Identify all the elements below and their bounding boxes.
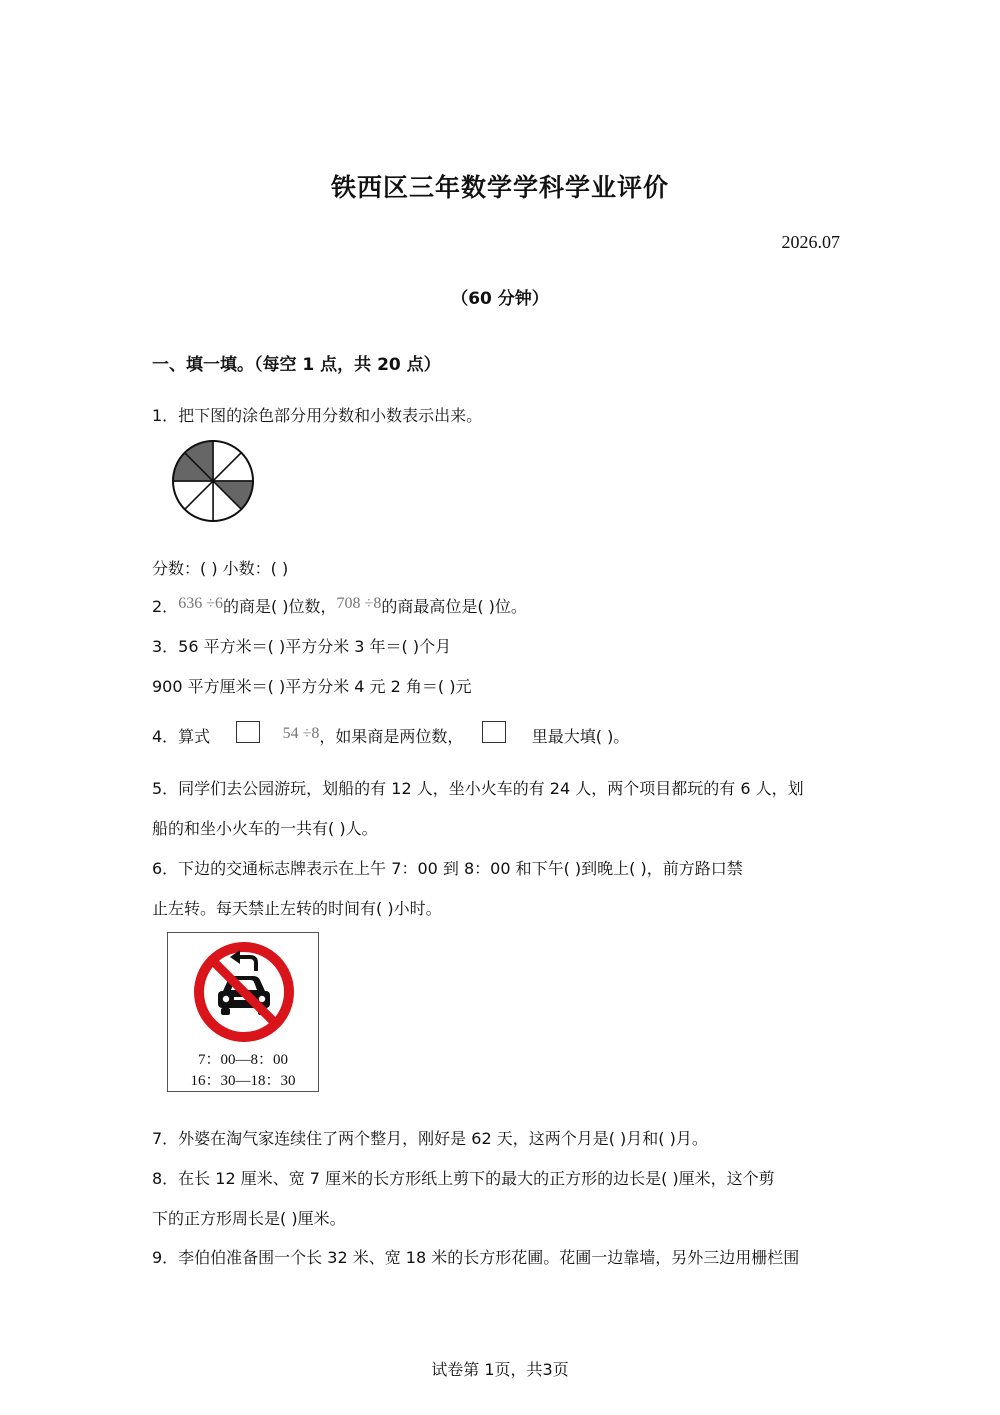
- question-2-expression-1: 636 ÷6: [178, 595, 223, 612]
- question-8-line-2: 下的正方形周长是( )厘米。: [152, 1209, 346, 1228]
- question-2-prefix: 2．: [152, 597, 179, 616]
- question-2-expression-2: 708 ÷8: [336, 595, 382, 612]
- exam-duration: （60 分钟）: [451, 289, 549, 309]
- blank-box: [236, 721, 260, 743]
- question-5-line-1: 5．同学们去公园游玩，划船的有 12 人，坐小火车的有 24 人，两个项目都玩的有 6 人，划: [152, 779, 804, 798]
- question-6-line-2: 止左转。每天禁止左转的时间有( )小时。: [152, 899, 442, 918]
- question-4-mid: ，如果商是两位数，: [319, 727, 464, 746]
- question-6-line-1: 6．下边的交通标志牌表示在上午 7：00 到 8：00 和下午( )到晚上( )，前方路口禁: [152, 859, 743, 878]
- question-1: 1．把下图的涂色部分用分数和小数表示出来。: [152, 406, 483, 425]
- question-2-mid: 的商是( )位数，: [222, 597, 337, 616]
- question-4-prefix: 4．算式: [152, 727, 211, 746]
- sign-time-morning: 7：00—8：00: [197, 1052, 288, 1068]
- question-4-suffix: 里最大填( )。: [531, 727, 630, 746]
- sign-time-afternoon: 16：30—18：30: [190, 1073, 296, 1089]
- question-2-suffix: 的商最高位是( )位。: [381, 597, 527, 616]
- question-3-line-1: 3．56 平方米＝( )平方分米 3 年＝( )个月: [152, 637, 452, 656]
- question-1-answer: 分数：( ) 小数：( ): [152, 559, 289, 578]
- blank-box: [482, 721, 506, 743]
- question-8-line-1: 8．在长 12 厘米、宽 7 厘米的长方形纸上剪下的最大的正方形的边长是( )厘米，这个剪: [152, 1169, 775, 1188]
- exam-date: 2026.07: [781, 232, 840, 252]
- question-5-line-2: 船的和坐小火车的一共有( )人。: [152, 819, 378, 838]
- shaded-circle-figure: [170, 438, 256, 524]
- section-heading: 一、填一填。（每空 1 点，共 20 点）: [152, 355, 441, 375]
- question-2: [152, 596, 527, 619]
- question-4-expression: 54 ÷8: [282, 725, 320, 742]
- question-7: 7．外婆在淘气家连续住了两个整月，刚好是 62 天，这两个月是( )月和( )月。: [152, 1129, 708, 1148]
- question-4: [152, 726, 629, 749]
- page-title: 铁西区三年数学学科学业评价: [330, 173, 669, 202]
- no-left-turn-sign-icon: [190, 939, 298, 1045]
- question-9: 9．李伯伯准备围一个长 32 米、宽 18 米的长方形花圃。花圃一边靠墙，另外三边用栅栏围: [152, 1248, 800, 1267]
- question-3-line-2: 900 平方厘米＝( )平方分米 4 元 2 角＝( )元: [152, 677, 472, 696]
- page-footer: 试卷第 1页，共3页: [431, 1360, 569, 1379]
